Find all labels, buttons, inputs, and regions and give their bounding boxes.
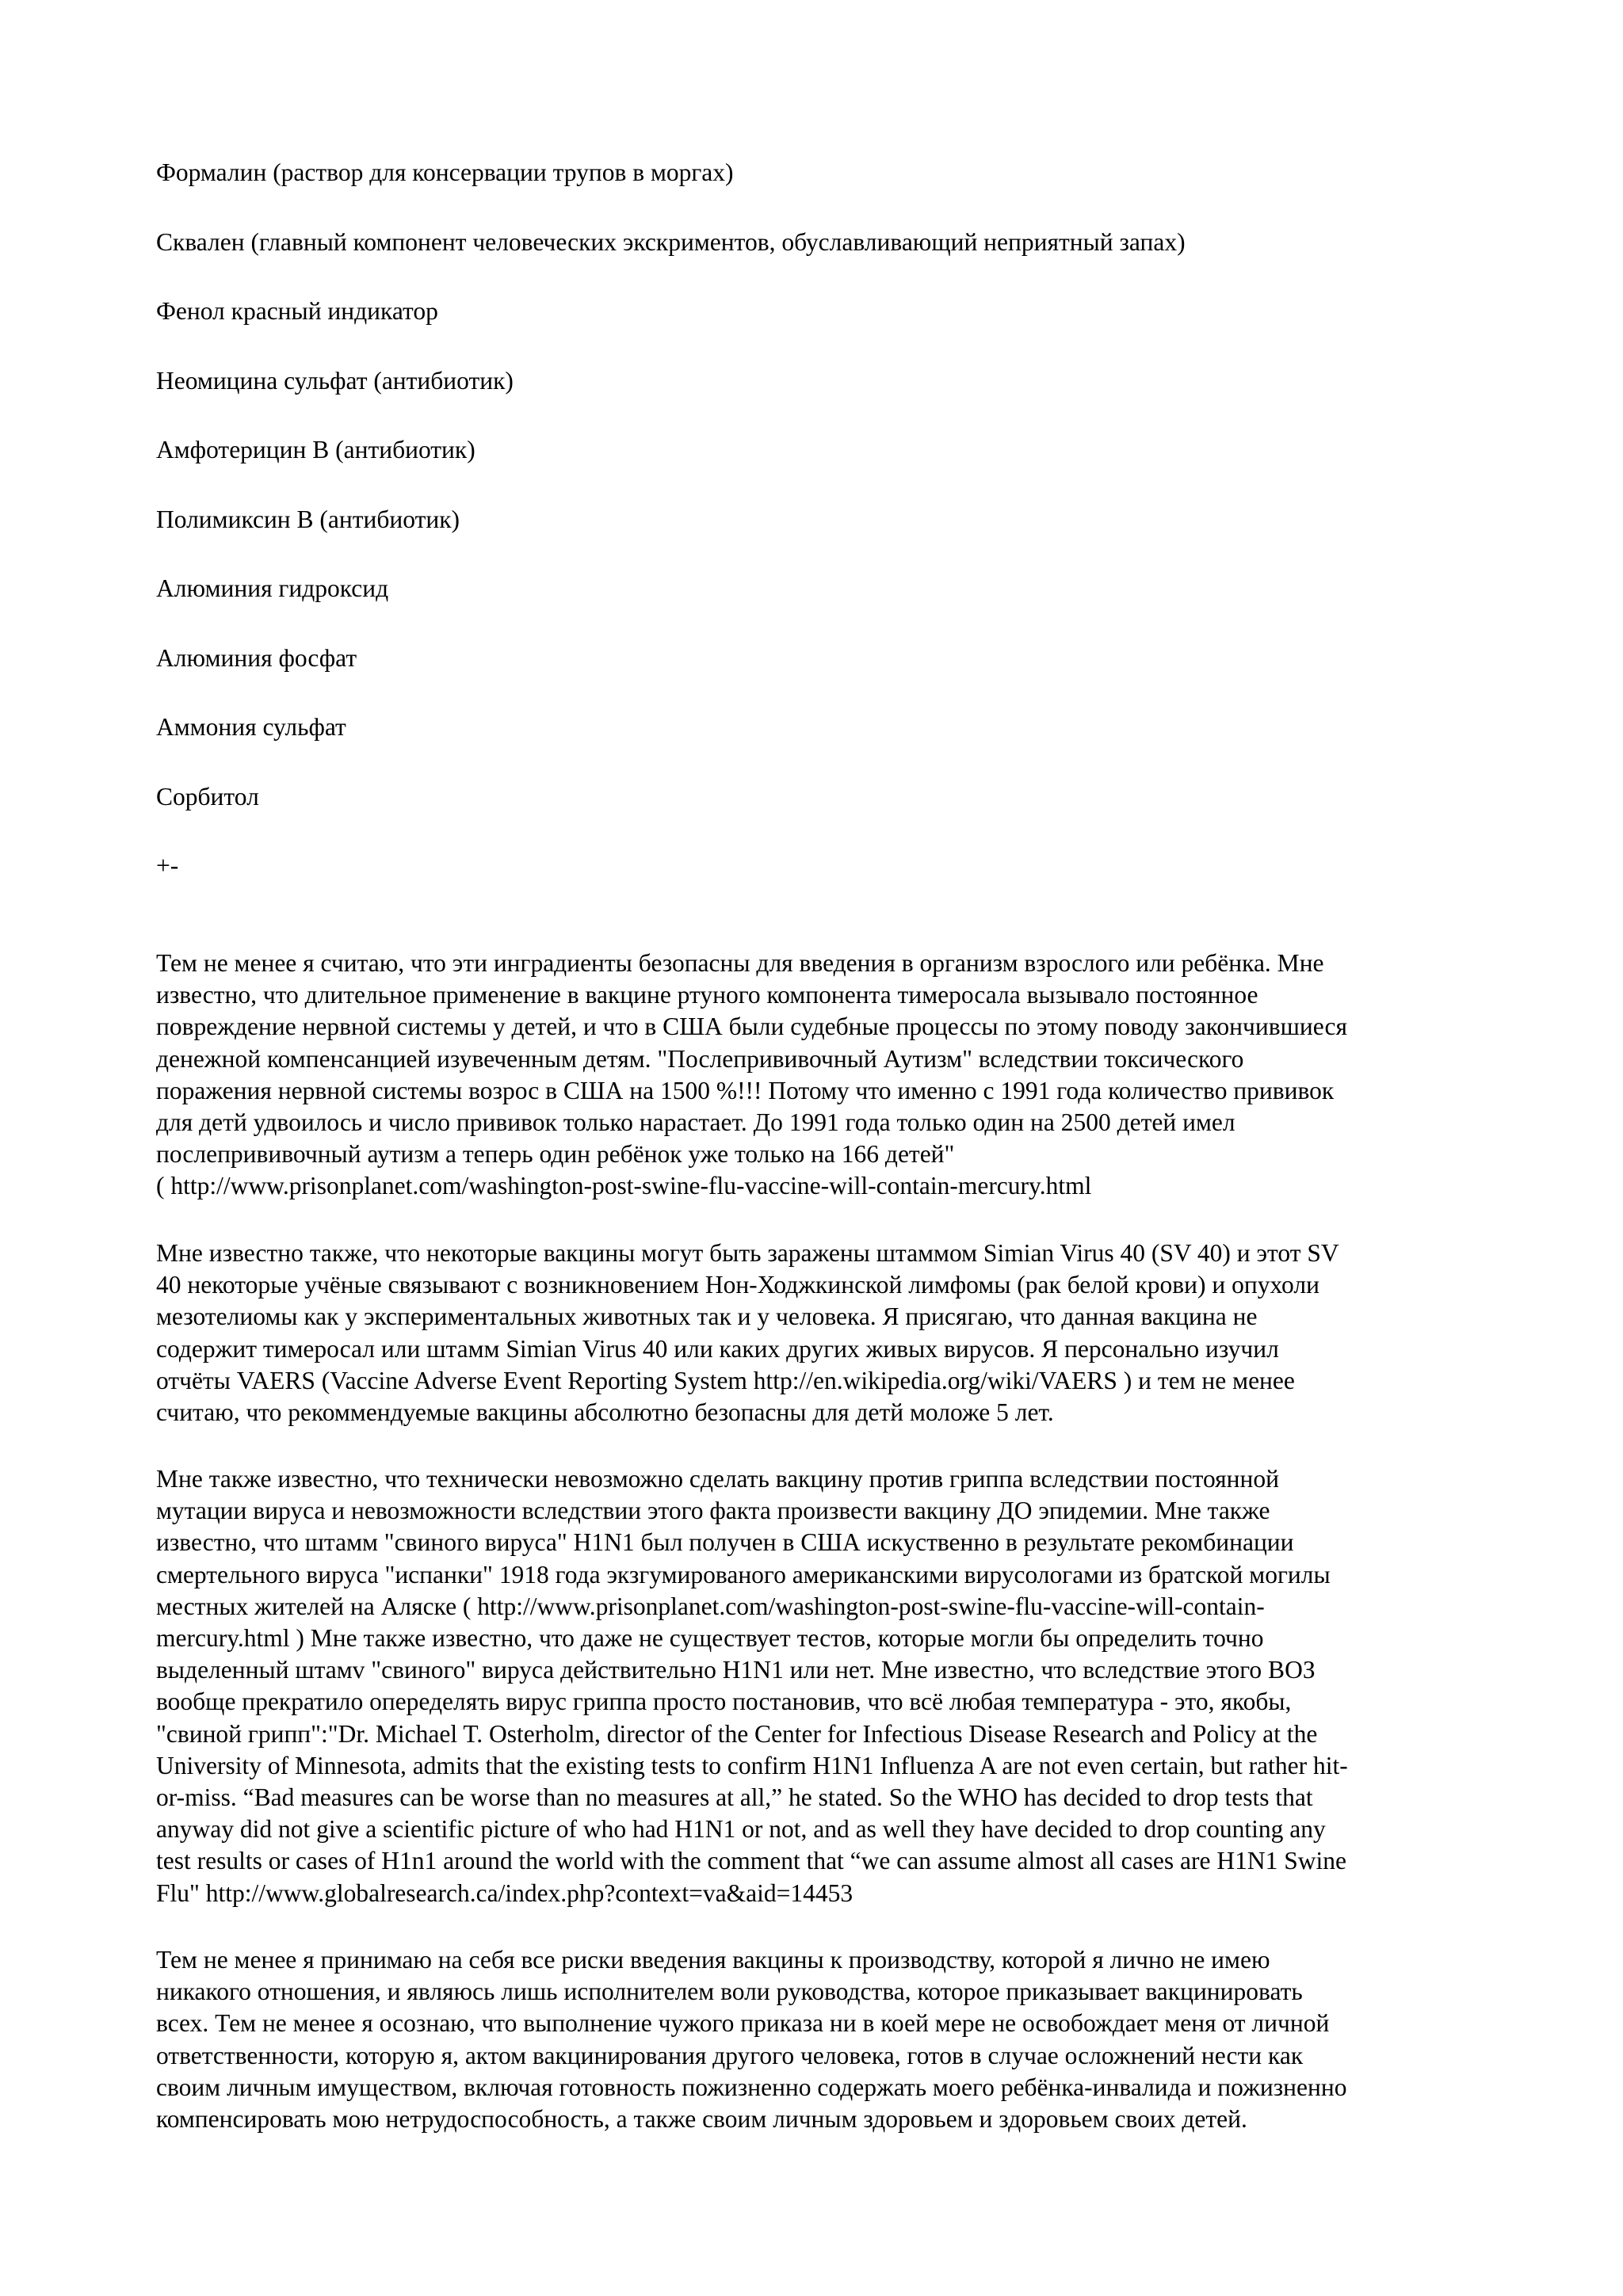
ingredient-list [156, 157, 1503, 920]
paragraph-liability: Тем не менее я принимаю на себя все риски введения вакцины к производству, которой я лично не имею никакого отношения, и являюсь лишь исполнителем воли руководства, которое приказывает вакцинировать всех. Тем не менее я осознаю, что выполнение чужого приказа ни в коей мере не освобождает меня от личной ответственности, которую я, актом вакцинирования другого человека, готов в случае осложнений нести как своим личным имуществом, включая готовность пожизненно содержать моего ребёнка-инвалида и пожизненно компенсировать мою нетрудоспособность, а также своим личным здоровьем и здоровьем своих детей. [156, 1946, 1347, 2134]
ingredient-polymyxin: Полимиксин В (антибиотик) [156, 505, 460, 533]
ingredient-ammonium-sulfate: Аммония сульфат [156, 713, 346, 741]
paragraph-thimerosal-autism: Тем не менее я считаю, что эти инградиенты безопасны для введения в организм взрослого или ребёнка. Мне известно, что длительное применение в вакцине ртуного компонента тимеросала вызывало постоянное повреждение нервной системы у детей, и что в США были судебные процессы по этому поводу закончившиеся денежной компенсанцией изувеченным детям. "Послепрививочный Аутизм" вследствии токсического поражения нервной системы возрос в США на 1500 %!!! Потому что именно с 1991 года количество прививок для детй удвоилось и число прививок только нарастает. До 1991 года только один на 2500 детей имел послепрививочный аутизм а теперь один ребёнок уже только на 166 детей" ( http://www.prisonplanet.com/washington-post-swine-flu-vaccine-will-contain-mercury.html [156, 949, 1347, 1200]
ingredient-aluminium-hydroxide: Алюминия гидроксид [156, 574, 389, 602]
ingredient-neomycin: Неомицина сульфат (антибиотик) [156, 366, 514, 395]
ingredient-aluminium-phosphate: Алюминия фосфат [156, 643, 357, 672]
ingredient-squalene: Сквален (главный компонент человеческих экскриментов, обуславливающий неприятный запах) [156, 227, 1186, 256]
plus-minus-marker: +- [156, 852, 179, 879]
ingredient-sorbitol: Сорбитол [156, 782, 259, 810]
ingredient-amphotericin: Амфотерицин В (антибиотик) [156, 436, 475, 463]
ingredient-formalin: Формалин (раствор для консервации трупов в моргах) [156, 158, 734, 186]
paragraph-sv40: Мне известно также, что некоторые вакцины могут быть заражены штаммом Simian Virus 40 (SV 40) и этот SV 40 некоторые учёные связывают с возникновением Нон-Ходжкинской лимфомы (рак белой крови) и опухоли мезотелиомы как у экспериментальных животных так и у человека. Я присягаю, что данная вакцина не содержит тимеросал или штамм Simian Virus 40 или каких других живых вирусов. Я персонально изучил отчёты VAERS (Vaccine Adverse Event Reporting System http://en.wikipedia.org/wiki/VAERS ) и тем не менее считаю, что рекоммендуемые вакцины абсолютно безопасны для детй моложе 5 лет. [156, 1239, 1339, 1427]
paragraph-h1n1: Мне также известно, что технически невозможно сделать вакцину против гриппа вследствии постоянной мутации вируса и невозможности вследствии этого факта произвести вакцину ДО эпидемии. Мне также известно, что штамм "свиного вируса" H1N1 был получен в США искуственно в результате рекомбинации смертельного вируса "испанки" 1918 года экзгумированого американскими вирусологами из братской могилы местных жителей на Аляске ( http://www.prisonplanet.com/washington-post-swine-flu-vaccine-will-contain- mercury.html ) Мне также известно, что даже не существует тестов, которые могли бы определить точно выделенный штамv "свиного" вируса действительно H1N1 или нет. Мне известно, что вследствие этого ВОЗ вообще прекратило опеределять вирус гриппа просто постановив, что всё любая температура - это, якобы, "свиной грипп":"Dr. Michael T. Osterholm, director of the Center for Infectious Disease Research and Policy at the University of Minnesota, admits that the existing tests to confirm H1N1 Influenza A are not even certain, but rather hit- or-miss. “Bad measures can be worse than no measures at all,” he stated. So the WHO has decided to drop tests that anyway did not give a scientific picture of who had H1N1 or not, and as well they have decided to drop counting any test results or cases of H1n1 around the world with the comment that “we can assume almost all cases are H1N1 Swine Flu" http://www.globalresearch.ca/index.php?context=va&aid=14453 [156, 1465, 1348, 1907]
ingredient-phenol-red: Фенол красный индикатор [156, 297, 438, 325]
